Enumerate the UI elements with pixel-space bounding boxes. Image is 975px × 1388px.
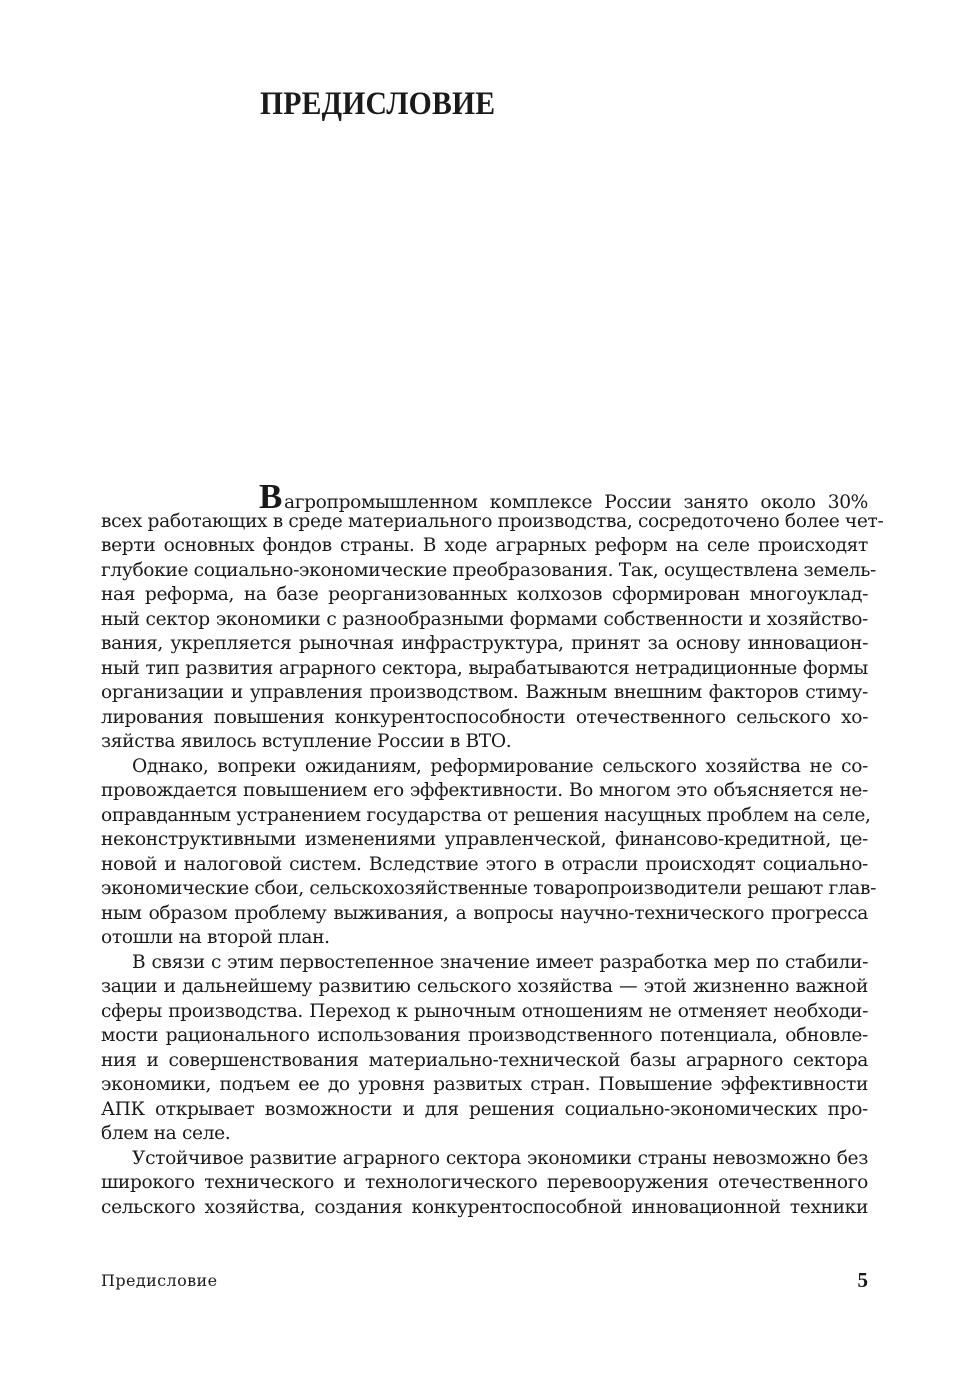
running-footer-section: Предисловие: [101, 1271, 218, 1290]
text-line: экономические сбои, сельскохозяйственные товаропроизводители решают глав-: [101, 878, 877, 899]
text-line: верти основных фондов страны. В ходе аграрных реформ на селе происходят: [101, 535, 868, 556]
text-line: мости рационального использования производственного потенциала, обновле-: [101, 1025, 868, 1046]
text-line: отошли на второй план.: [101, 927, 330, 948]
text-line: ный сектор экономики с разнообразными формами собственности и хозяйство-: [101, 608, 868, 630]
drop-cap: В: [259, 477, 282, 516]
text-line-content: агропромышленном комплексе России занято около 30%: [284, 492, 868, 513]
text-line: широкого технического и технологического перевооружения отечественного: [101, 1172, 868, 1193]
text-line: всех работающих в среде материального производства, сосредоточено более чет-: [101, 510, 884, 532]
text-line: новой и налоговой систем. Вследствие этого в отрасли происходят социально-: [101, 853, 868, 875]
text-line: АПК открывает возможности и для решения социально-экономических про-: [101, 1098, 868, 1120]
text-line: зации и дальнейшему развитию сельского хозяйства — этой жизненно важной: [101, 976, 868, 997]
text-line: Однако, вопреки ожиданиям, реформирование сельского хозяйства не со-: [132, 755, 868, 777]
text-line: вания, укрепляется рыночная инфраструктура, принят за основу инновацион-: [101, 633, 868, 654]
text-line: ная реформа, на базе реорганизованных колхозов сформирован многоуклад-: [101, 584, 868, 605]
text-line: лирования повышения конкурентоспособности отечественного сельского хо-: [101, 706, 868, 728]
text-line: экономики, подъем ее до уровня развитых стран. Повышение эффективности: [101, 1074, 868, 1095]
text-line: зяйства явилось вступление России в ВТО.: [101, 731, 512, 752]
text-line: ный тип развития аграрного сектора, вырабатываются нетрадиционные формы: [101, 657, 868, 679]
text-line: неконструктивными изменениями управленческой, финансово-кредитной, це-: [101, 829, 868, 850]
text-line: сельского хозяйства, создания конкурентоспособной инновационной техники: [101, 1196, 868, 1218]
text-line: ным образом проблему выживания, а вопросы научно-технического прогресса: [101, 902, 868, 924]
text-line: [101, 477, 868, 516]
body-text: [101, 477, 884, 1220]
text-line: Устойчивое развитие аграрного сектора экономики страны невозможно без: [132, 1147, 868, 1169]
page-number: 5: [857, 1268, 868, 1292]
text-line: блем на селе.: [101, 1123, 231, 1144]
text-line: организации и управления производством. Важным внешним факторов стиму-: [101, 682, 868, 703]
text-line: провождается повышением его эффективности. Во многом это объясняется не-: [101, 780, 868, 801]
text-line: глубокие социально-экономические преобразования. Так, осуществлена земель-: [101, 559, 876, 581]
text-line: ния и совершенствования материально-технической базы аграрного сектора: [101, 1049, 868, 1071]
text-line: сферы производства. Переход к рыночным отношениям не отменяет необходи-: [101, 1000, 868, 1022]
text-line: В связи с этим первостепенное значение имеет разработка мер по стабили-: [132, 951, 868, 973]
page-title: ПРЕДИСЛОВИЕ: [260, 86, 496, 122]
text-line: оправданным устранением государства от решения насущных проблем на селе,: [101, 804, 871, 826]
